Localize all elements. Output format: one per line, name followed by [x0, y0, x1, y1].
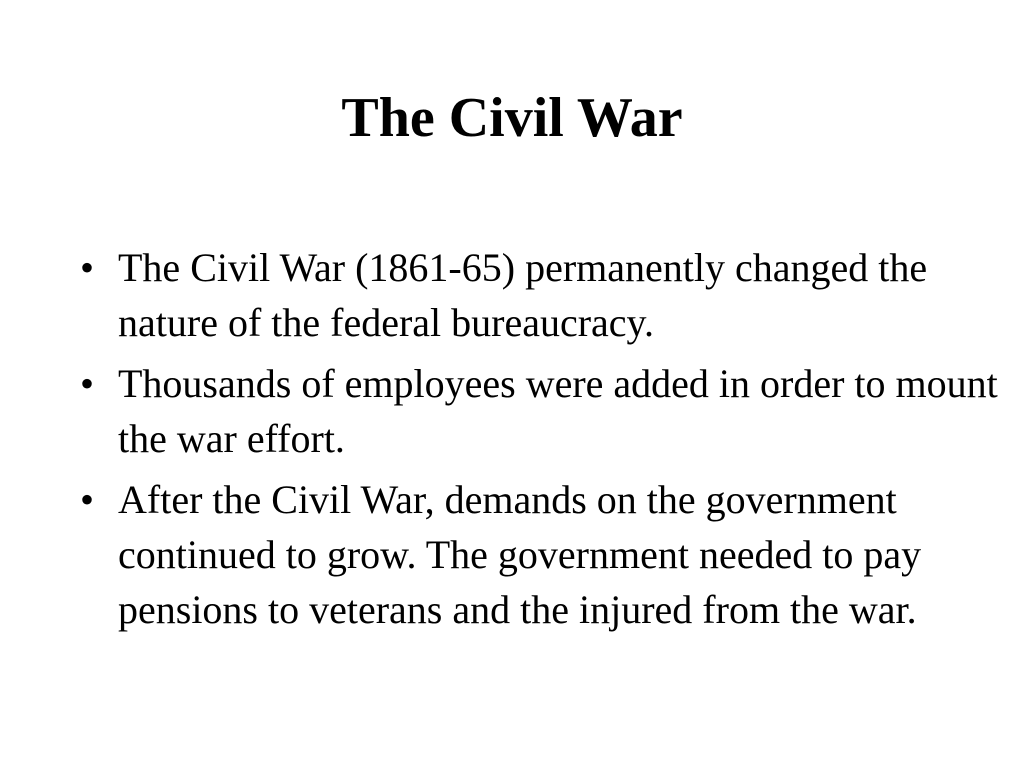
- bullet-text: After the Civil War, demands on the government continued to grow. The government needed to pay pensions to veterans and the injured from the war.: [118, 477, 922, 632]
- bullet-item: [80, 472, 1000, 637]
- slide-title: The Civil War: [341, 87, 683, 149]
- bullet-item: [80, 240, 1000, 350]
- bullet-text: Thousands of employees were added in order to mount the war effort.: [118, 361, 998, 461]
- bullet-dot-icon: •: [80, 245, 95, 290]
- bullet-dot-icon: •: [80, 361, 95, 406]
- bullet-item: [80, 356, 1000, 466]
- bullet-list: [80, 240, 1000, 643]
- bullet-text: The Civil War (1861-65) permanently changed the nature of the federal bureaucracy.: [118, 245, 928, 345]
- bullet-dot-icon: •: [80, 477, 95, 522]
